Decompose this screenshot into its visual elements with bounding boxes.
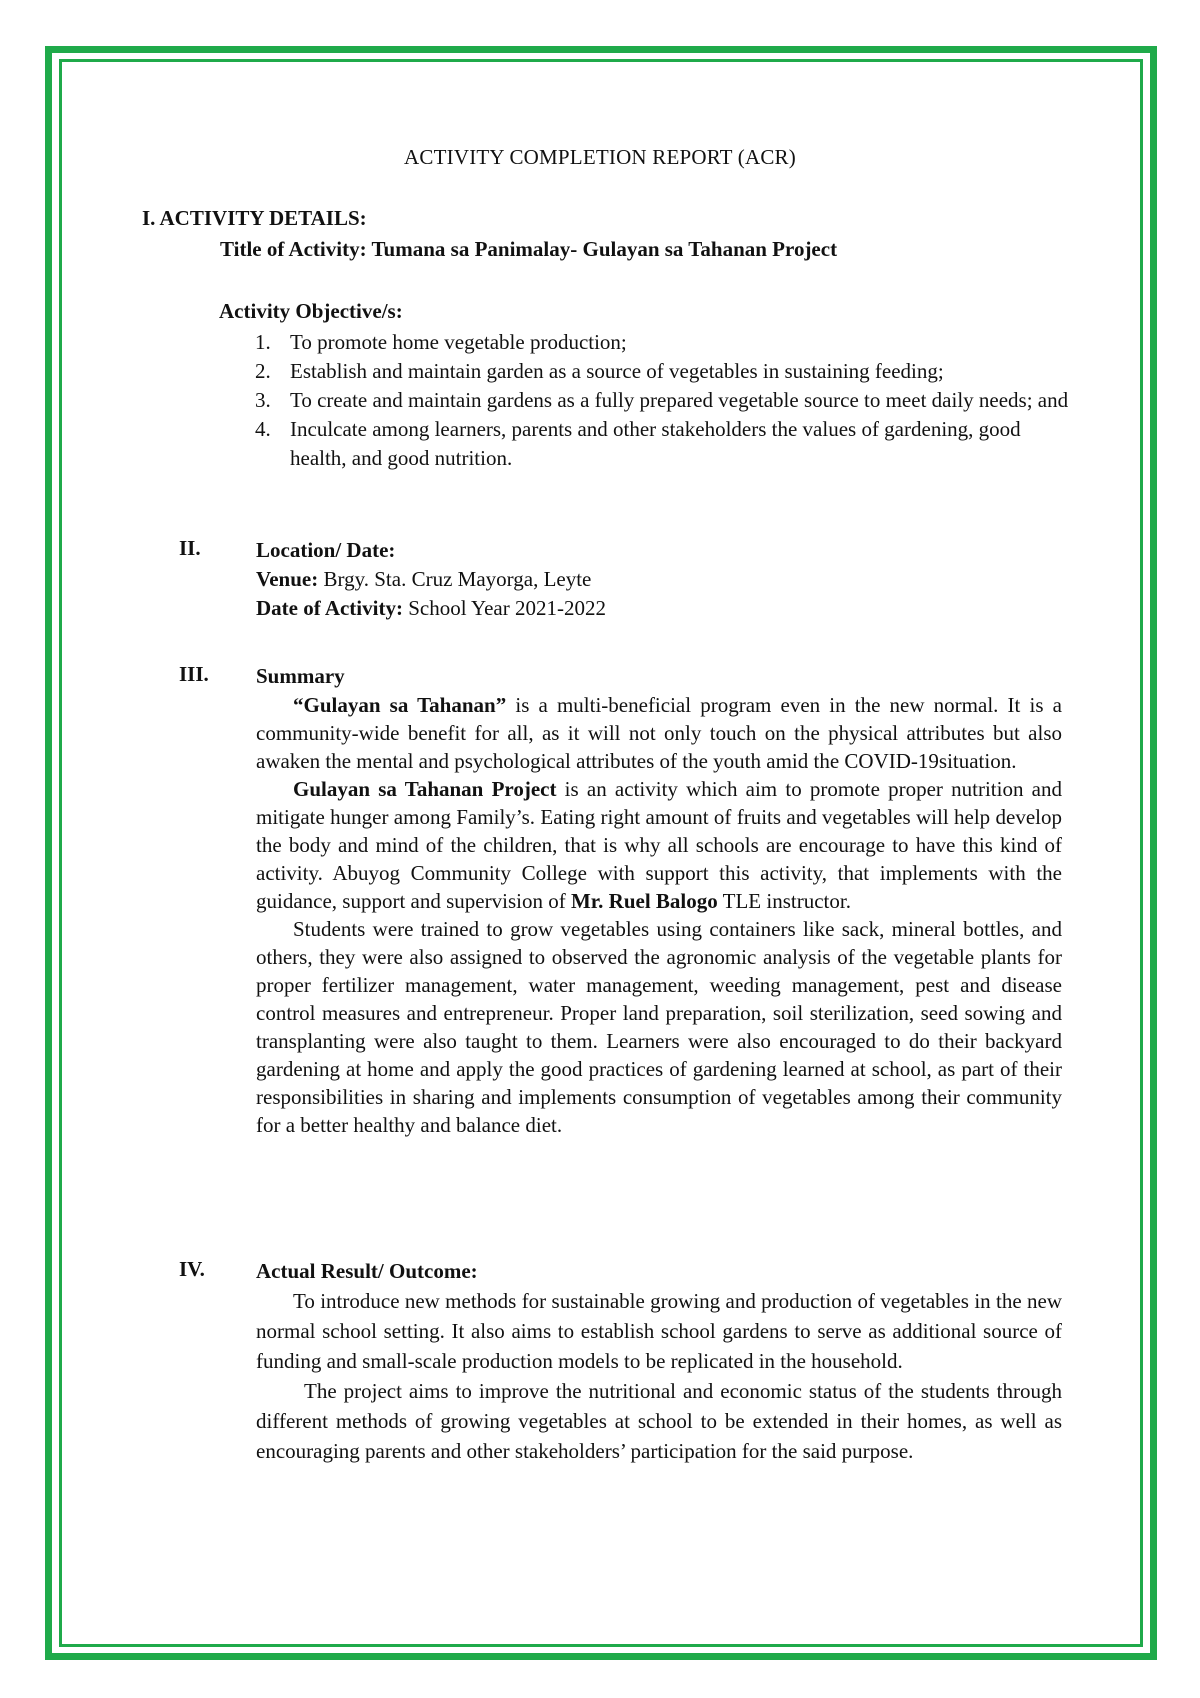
objectives-heading: Activity Objective/s: <box>219 299 403 323</box>
objective-item: 4. Inculcate among learners, parents and other stakeholders the values of gardening, good health, and good nutrition. <box>255 417 1021 470</box>
venue-label: Venue: <box>256 567 319 591</box>
date-label: Date of Activity: <box>256 596 403 620</box>
objective-item: 2. Establish and maintain garden as a source of vegetables in sustaining feeding; <box>255 359 944 383</box>
section-2-heading: Location/ Date: <box>256 538 396 562</box>
section-2-numeral: II. <box>179 536 201 560</box>
summary-paragraph-2: Gulayan sa Tahanan Project is an activity which aim to promote proper nutrition and mitigate hunger among Family’s. Eating right amount of fruits and vegetables will help develop the body and mind of the children, that is why all schools are encourage to have this kind of activity. Abuyog Community College with support this activity, that implements with the guidance, support and supervision of Mr. Ruel Balogo TLE instructor. <box>256 777 1062 913</box>
objective-item: 1. To promote home vegetable production; <box>255 330 627 354</box>
outcome-paragraph-2: The project aims to improve the nutritional and economic status of the students through different methods of growing vegetables at school to be extended in their homes, as well as encouraging parents and other stakeholders’ participation for the said purpose. <box>256 1379 1062 1463</box>
section-3-heading: Summary <box>256 664 345 688</box>
page-title: ACTIVITY COMPLETION REPORT (ACR) <box>404 145 796 169</box>
section-4-numeral: IV. <box>179 1257 205 1281</box>
section-4-heading: Actual Result/ Outcome: <box>256 1259 478 1283</box>
activity-title-value: Tumana sa Panimalay- Gulayan sa Tahanan Project <box>371 237 838 261</box>
objective-item: 3. To create and maintain gardens as a fully prepared vegetable source to meet daily needs; and <box>255 388 1069 412</box>
activity-title-line <box>220 237 837 262</box>
objectives-list <box>255 328 1075 473</box>
venue-line <box>256 565 1062 594</box>
section-4-body <box>256 1257 1062 1466</box>
section-3-body <box>256 662 1062 1139</box>
summary-paragraph-1: “Gulayan sa Tahanan” is a multi-beneficial program even in the new normal. It is a community-wide benefit for all, as it will not only touch on the physical attributes but also awaken the mental and psychological attributes of the youth amid the COVID-19situation. <box>256 693 1062 773</box>
section-1-heading: I. ACTIVITY DETAILS: <box>142 206 367 230</box>
section-3-numeral: III. <box>179 662 209 686</box>
activity-title-label: Title of Activity: <box>220 237 367 261</box>
date-value: School Year 2021-2022 <box>408 596 606 620</box>
outcome-paragraph-1: To introduce new methods for sustainable growing and production of vegetables in the new normal school setting. It also aims to establish school gardens to serve as additional source of funding and small-scale production models to be replicated in the household. <box>256 1289 1062 1373</box>
section-2-body <box>256 536 1062 623</box>
venue-value: Brgy. Sta. Cruz Mayorga, Leyte <box>323 567 592 591</box>
date-line <box>256 594 1062 623</box>
summary-paragraph-3: Students were trained to grow vegetables using containers like sack, mineral bottles, and others, they were also assigned to observed the agronomic analysis of the vegetable plants for proper fertilizer management, water management, weeding management, pest and disease control measures and entrepreneur. Proper land preparation, soil sterilization, seed sowing and transplanting were also taught to them. Learners were also encouraged to do their backyard gardening at home and apply the good practices of gardening learned at school, as part of their responsibilities in sharing and implements consumption of vegetables among their community for a better healthy and balance diet. <box>256 917 1062 1137</box>
